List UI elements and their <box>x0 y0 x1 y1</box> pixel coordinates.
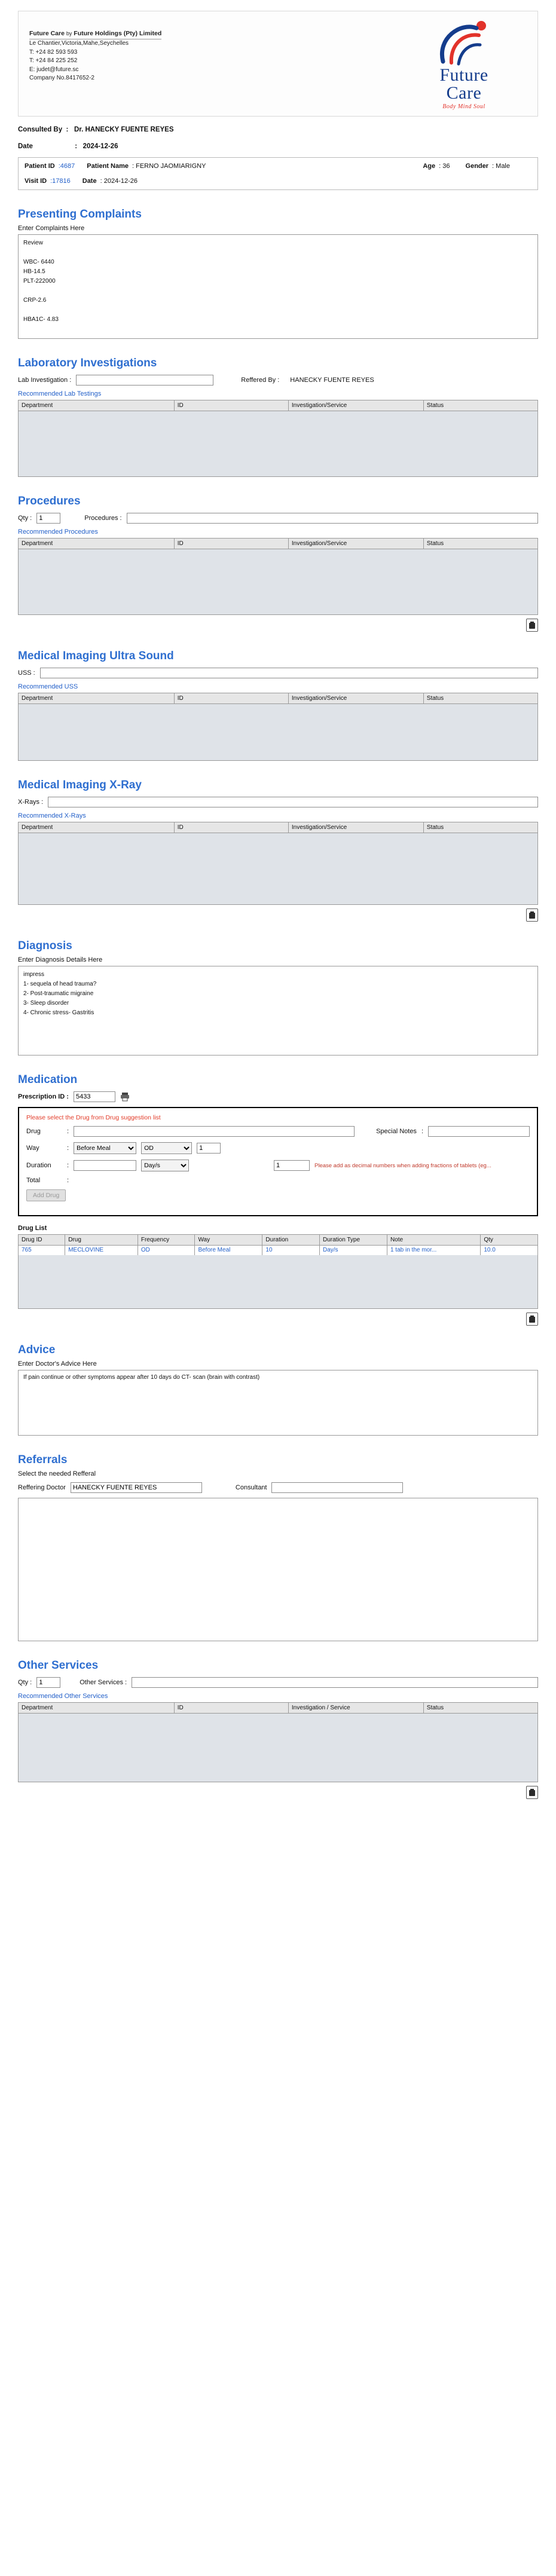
printer-icon <box>120 1092 130 1102</box>
drug-list-body-filler[interactable] <box>18 1255 538 1309</box>
complaint-line: CRP-2.6 <box>23 297 47 304</box>
diagnosis-line: 2- Post-traumatic migraine <box>23 990 94 997</box>
consultant-input[interactable] <box>271 1482 403 1493</box>
consulted-by-label: Consulted By <box>18 126 63 133</box>
drug-cell-qty: 10.0 <box>481 1246 538 1255</box>
age-label: Age <box>423 163 436 170</box>
procedures-input[interactable] <box>127 513 538 524</box>
drug-col-way: Way <box>195 1235 262 1246</box>
other-services-qty-label: Qty : <box>18 1678 32 1686</box>
clinic-address: Le Chantier,Victoria,Mahe,Seychelles <box>29 40 129 47</box>
decimal-note: Please add as decimal numbers when adding fractions of tablets (eg... <box>314 1162 491 1169</box>
print-prescription-button[interactable] <box>120 1092 130 1102</box>
drug-col-id: Drug ID <box>19 1235 65 1246</box>
advice-title: Advice <box>18 1343 56 1356</box>
xray-table <box>18 822 538 833</box>
uss-col-service: Investigation/Service <box>288 693 423 704</box>
xray-col-service: Investigation/Service <box>288 822 423 833</box>
proc-col-department: Department <box>19 539 175 549</box>
referrals-subtitle: Select the needed Refferal <box>18 1470 96 1477</box>
drug-col-qty: Qty <box>481 1235 538 1246</box>
other-services-qty-input[interactable] <box>36 1677 60 1688</box>
presenting-complaints-title: Presenting Complaints <box>18 208 142 221</box>
duration-type-select[interactable] <box>141 1159 189 1171</box>
complaint-line <box>23 286 533 296</box>
drug-cell-frequency: OD <box>138 1246 195 1255</box>
uss-col-status: Status <box>423 693 537 704</box>
logo-word-care: Care <box>446 83 482 103</box>
patient-name-value: : FERNO JAOMIARIGNY <box>132 163 206 170</box>
xray-input-row <box>18 797 538 807</box>
advice-subtitle: Enter Doctor's Advice Here <box>18 1360 97 1367</box>
clinic-name-by: by <box>66 30 72 36</box>
way-row: Way : Before Meal OD 1 <box>26 1142 530 1154</box>
clinic-email: E: judet@future.sc <box>29 66 79 73</box>
complaint-line: PLT-222000 <box>23 278 56 284</box>
drug-trash-row <box>18 1313 538 1326</box>
procedures-table <box>18 538 538 549</box>
duration-row: Duration : Day/s 1 Please add as decimal numbers when adding fractions of tablets (eg... <box>26 1159 530 1171</box>
xray-col-status: Status <box>423 822 537 833</box>
advice-textarea[interactable] <box>18 1370 538 1436</box>
uss-input-row <box>18 668 538 678</box>
lab-results-table <box>18 400 538 411</box>
visit-id-value: :17816 <box>50 178 71 185</box>
visit-date-value: : 2024-12-26 <box>100 178 138 185</box>
patient-name-label: Patient Name <box>87 163 129 170</box>
consult-date-value: 2024-12-26 <box>83 143 118 150</box>
uss-label: USS : <box>18 669 35 677</box>
letterhead <box>18 11 538 117</box>
trash-icon <box>528 911 536 919</box>
frequency-qty-input[interactable] <box>197 1143 221 1154</box>
logo-mark-icon <box>419 20 509 66</box>
lab-col-department: Department <box>19 400 175 411</box>
clinic-tel-1: T: +24 82 593 593 <box>29 48 78 56</box>
recommended-uss-label: Recommended USS <box>18 683 78 690</box>
lab-col-status: Status <box>423 400 537 411</box>
lab-investigation-input[interactable] <box>76 375 213 386</box>
proc-col-status: Status <box>423 539 537 549</box>
drug-input[interactable] <box>74 1126 355 1137</box>
clinic-name-main: Future Care <box>29 30 65 37</box>
referral-doctor-row <box>18 1482 538 1493</box>
delete-xray-button[interactable] <box>526 908 538 922</box>
diagnosis-line: 4- Chronic stress- Gastritis <box>23 1009 94 1016</box>
drug-label: Drug <box>26 1128 41 1135</box>
lab-input-row <box>18 375 538 386</box>
os-col-status: Status <box>423 1702 537 1713</box>
diagnosis-textarea[interactable] <box>18 966 538 1056</box>
uss-col-id: ID <box>174 693 288 704</box>
uss-col-department: Department <box>19 693 175 704</box>
drug-list-label: Drug List <box>18 1225 47 1232</box>
drug-cell-duration: 10 <box>262 1246 320 1255</box>
consultant-label: Consultant <box>235 1483 267 1491</box>
lab-referred-by-value: HANECKY FUENTE REYES <box>290 377 374 384</box>
drug-cell-id: 765 <box>19 1246 65 1255</box>
diagnosis-subtitle: Enter Diagnosis Details Here <box>18 956 103 963</box>
drug-row: Drug : Special Notes : <box>26 1126 530 1137</box>
os-col-department: Department <box>19 1702 175 1713</box>
procedures-title: Procedures <box>18 495 81 507</box>
complaint-line: HBA1C- 4.83 <box>23 316 59 323</box>
patient-info-bar <box>18 157 538 190</box>
way-label: Way <box>26 1145 39 1152</box>
drug-cell-note: 1 tab in the mor... <box>387 1246 480 1255</box>
trash-icon <box>528 621 536 629</box>
xray-input[interactable] <box>48 797 538 807</box>
medication-entry-panel <box>18 1107 538 1216</box>
xray-trash-row <box>18 908 538 922</box>
complaint-line <box>23 248 533 258</box>
complaint-line: WBC- 6440 <box>23 259 54 265</box>
xray-label: X-Rays : <box>18 799 44 806</box>
age-value: : 36 <box>439 163 450 170</box>
visit-date-label: Date <box>82 178 97 185</box>
delete-drug-button[interactable] <box>526 1313 538 1326</box>
xray-table-body[interactable] <box>18 833 538 905</box>
recommended-procedures-label: Recommended Procedures <box>18 528 98 536</box>
trash-icon <box>528 1788 536 1797</box>
consulted-by-value: Dr. HANECKY FUENTE REYES <box>74 126 174 133</box>
prescription-id-row <box>18 1091 538 1102</box>
other-services-input-row <box>18 1677 538 1688</box>
prescription-id-input[interactable] <box>74 1091 115 1102</box>
duration-label: Duration <box>26 1162 51 1169</box>
diagnosis-line: 3- Sleep disorder <box>23 1000 69 1006</box>
duration-input[interactable] <box>74 1160 136 1171</box>
way-select[interactable] <box>74 1142 136 1154</box>
logo-tagline: Body Mind Soul <box>442 103 485 110</box>
procedures-label: Procedures : <box>84 515 122 522</box>
drug-selection-warning: Please select the Drug from Drug suggestion list <box>26 1114 161 1121</box>
special-notes-input[interactable] <box>428 1126 530 1137</box>
complaint-line: HB-14.5 <box>23 268 45 275</box>
patient-id-label: Patient ID <box>25 163 55 170</box>
other-services-table-body[interactable] <box>18 1714 538 1782</box>
frequency-select[interactable] <box>141 1142 192 1154</box>
other-services-input[interactable] <box>132 1677 538 1688</box>
lab-investigation-label: Lab Investigation : <box>18 377 72 384</box>
recommended-other-services-label: Recommended Other Services <box>18 1692 108 1700</box>
other-services-label: Other Services : <box>80 1678 127 1686</box>
lab-col-id: ID <box>174 400 288 411</box>
recommended-lab-testings-label: Recommended Lab Testings <box>18 390 102 397</box>
total-label: Total <box>26 1177 41 1184</box>
clinic-tel-2: T: +24 84 225 252 <box>29 57 78 65</box>
procedures-qty-label: Qty : <box>18 515 32 522</box>
consulted-by-row: Consulted By : Dr. HANECKY FUENTE REYES <box>18 126 174 133</box>
logo-word-future: Future <box>439 65 488 85</box>
drug-list-table <box>18 1234 538 1255</box>
lab-col-service: Investigation/Service <box>288 400 423 411</box>
xray-title: Medical Imaging X-Ray <box>18 779 142 791</box>
recommended-xrays-label: Recommended X-Rays <box>18 812 86 819</box>
proc-col-id: ID <box>174 539 288 549</box>
clinic-logo <box>407 20 527 110</box>
presenting-complaints-textarea[interactable] <box>18 234 538 339</box>
xray-col-department: Department <box>19 822 175 833</box>
visit-id-label: Visit ID <box>25 178 47 185</box>
diagnosis-title: Diagnosis <box>18 940 72 952</box>
delete-procedure-button[interactable] <box>526 619 538 632</box>
prescription-page <box>0 11 556 1823</box>
prescription-id-label: Prescription ID : <box>18 1093 69 1100</box>
lab-results-body[interactable] <box>18 411 538 477</box>
clinic-details <box>29 20 161 83</box>
xray-col-id: ID <box>174 822 288 833</box>
drug-col-frequency: Frequency <box>138 1235 195 1246</box>
drug-cell-way: Before Meal <box>195 1246 262 1255</box>
procedures-input-row <box>18 513 538 524</box>
clinic-name <box>29 29 161 39</box>
drug-col-duration-type: Duration Type <box>319 1235 387 1246</box>
os-col-id: ID <box>174 1702 288 1713</box>
complaint-line <box>23 305 533 315</box>
drug-col-duration: Duration <box>262 1235 320 1246</box>
lab-investigations-title: Laboratory Investigations <box>18 357 157 369</box>
add-drug-button[interactable]: Add Drug <box>26 1189 66 1201</box>
patient-id-value: :4687 <box>58 163 75 170</box>
trash-icon <box>528 1315 536 1323</box>
medication-title: Medication <box>18 1073 78 1086</box>
clinic-company-no: Company No.8417652-2 <box>29 75 94 82</box>
delete-other-service-button[interactable] <box>526 1786 538 1799</box>
consult-date-label: Date <box>18 143 33 150</box>
drug-cell-drug: MECLOVINE <box>65 1246 138 1255</box>
other-services-title: Other Services <box>18 1659 99 1672</box>
drug-cell-duration-type: Day/s <box>319 1246 387 1255</box>
duration-count-input[interactable] <box>274 1160 310 1171</box>
consult-date-row: Date : 2024-12-26 <box>18 143 118 150</box>
os-col-service: Investigation / Service <box>288 1702 423 1713</box>
diagnosis-line: 1- sequela of head trauma? <box>23 981 97 987</box>
referrals-area[interactable] <box>18 1498 538 1641</box>
uss-input[interactable] <box>40 668 538 678</box>
ultrasound-title: Medical Imaging Ultra Sound <box>18 650 174 662</box>
procedures-trash-row <box>18 619 538 632</box>
add-drug-row <box>26 1189 530 1201</box>
total-row: Total : <box>26 1177 69 1184</box>
drug-col-note: Note <box>387 1235 480 1246</box>
gender-value: : Male <box>492 163 510 170</box>
referring-doctor-label: Reffering Doctor <box>18 1483 66 1491</box>
other-services-table <box>18 1702 538 1714</box>
complaint-line: Review <box>23 240 43 246</box>
presenting-complaints-subtitle: Enter Complaints Here <box>18 225 85 232</box>
advice-text: If pain continue or other symptoms appear after 10 days do CT- scan (brain with contrast) <box>23 1373 260 1381</box>
diagnosis-line: impress <box>23 971 45 978</box>
referring-doctor-input[interactable] <box>71 1482 202 1493</box>
procedures-qty-input[interactable] <box>36 513 60 524</box>
procedures-table-body[interactable] <box>18 549 538 615</box>
referrals-title: Referrals <box>18 1453 68 1466</box>
uss-table <box>18 693 538 704</box>
table-row[interactable] <box>19 1246 538 1255</box>
proc-col-service: Investigation/Service <box>288 539 423 549</box>
other-services-trash-row <box>18 1786 538 1799</box>
lab-referred-by-label: Reffered By : <box>241 377 280 384</box>
special-notes-label: Special Notes <box>376 1128 417 1135</box>
gender-label: Gender <box>465 163 489 170</box>
uss-table-body[interactable] <box>18 704 538 761</box>
drug-col-drug: Drug <box>65 1235 138 1246</box>
clinic-name-holdings: Future Holdings (Pty) Limited <box>74 30 162 37</box>
